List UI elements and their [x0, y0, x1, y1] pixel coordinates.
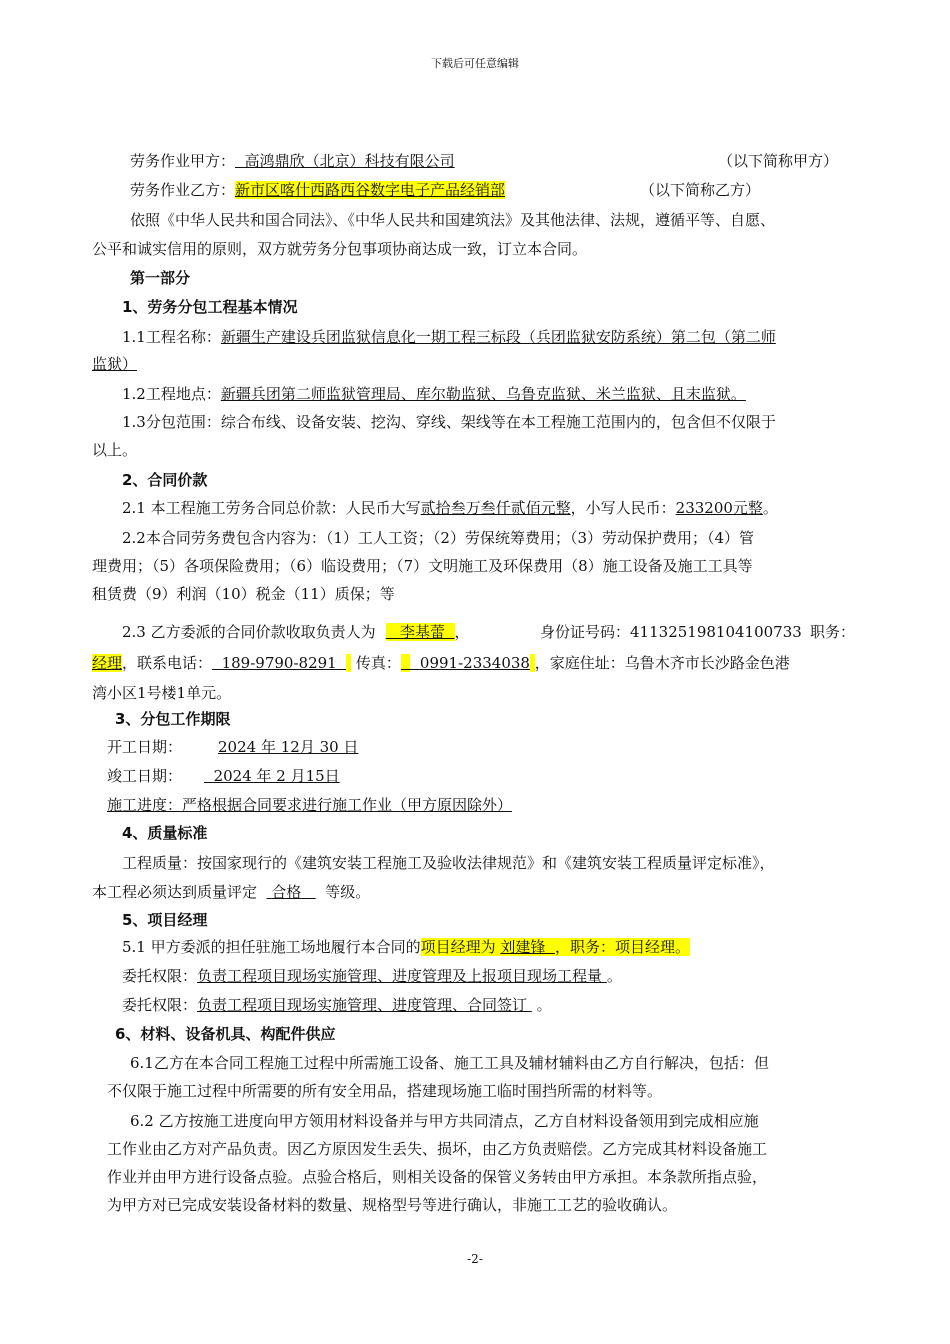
- start-date: 2024 年 12月 30 日: [218, 738, 359, 756]
- contact-line: 经理，联系电话： 189-9790-8291 传真： 0991-2334038 ，家庭住址：乌鲁木齐市长沙路金色港: [92, 654, 790, 672]
- section-3-title: 3、分包工作期限: [115, 710, 231, 728]
- page-header: 下载后可任意编辑: [431, 57, 519, 70]
- project-site: 新疆兵团第二师监狱管理局、库尔勒监狱、乌鲁克监狱、米兰监狱、且末监狱。: [220, 385, 746, 403]
- quality-line-1: 工程质量：按国家现行的《建筑安装工程施工及验收法律规范》和《建筑安装工程质量评定标准》，: [122, 854, 775, 872]
- party-b-line: [130, 180, 505, 200]
- authority-1-line: 委托权限：负责工程项目现场实施管理、进度管理及上报项目现场工程量 。: [122, 967, 622, 985]
- section-2-title: 2、合同价款: [122, 471, 208, 489]
- project-name: 新疆生产建设兵团监狱信息化一期工程三标段（兵团监狱安防系统）第二包（第二师: [220, 328, 776, 346]
- project-site-line: 1.2工程地点：新疆兵团第二师监狱管理局、库尔勒监狱、乌鲁克监狱、米兰监狱、且末监狱。: [122, 385, 746, 403]
- pm-name: 刘建锋: [500, 938, 546, 956]
- authority-2-line: 委托权限：负责工程项目现场实施管理、进度管理、合同签订 。: [122, 996, 552, 1014]
- scope-line-1: 1.3分包范围：综合布线、设备安装、挖沟、穿线、架线等在本工程施工范围内的，包含但不仅限于: [122, 413, 776, 431]
- id-number: 411325198104100733: [630, 623, 802, 641]
- intro-line-2: 公平和诚实信用的原则，双方就劳务分包事项协商达成一致，订立本合同。: [92, 240, 588, 258]
- supply-6-2-line-4: 为甲方对已完成安装设备材料的数量、规格型号等进行确认，非施工工艺的验收确认。: [107, 1196, 678, 1214]
- supply-6-2-line-1: 6.2 乙方按施工进度向甲方领用材料设备并与甲方共同清点，乙方自材料设备领用到完成相应施: [130, 1112, 759, 1130]
- total-amount: 233200元整: [675, 499, 763, 517]
- supply-6-2-line-2: 工作业由乙方对产品负责。因乙方原因发生丢失、损坏，由乙方负责赔偿。乙方完成其材料设备施工: [107, 1140, 768, 1158]
- rep-post: 经理: [92, 654, 123, 672]
- total-capital: 贰拾叁万叁仟贰佰元整: [420, 499, 571, 517]
- fee-include-2: 理费用；（5）各项保险费用；（6）临设费用；（7）文明施工及环保费用（8）施工设备及施工工具等: [92, 557, 753, 575]
- authority-2: 负责工程项目现场实施管理、进度管理、合同签订: [197, 996, 528, 1014]
- id-line: 身份证号码：411325198104100733: [540, 623, 802, 641]
- section-4-title: 4、质量标准: [122, 824, 208, 842]
- party-a-line: [130, 151, 583, 171]
- quality-line-2: 本工程必须达到质量评定 合格 等级。: [92, 883, 371, 901]
- part-heading: 第一部分: [130, 269, 191, 287]
- start-date-line: 开工日期： 2024 年 12月 30 日: [107, 738, 359, 756]
- intro-line-1: 依照《中华人民共和国合同法》、《中华人民共和国建筑法》及其他法律、法规，遵循平等、自愿、: [130, 211, 776, 229]
- pm-highlight: 项目经理为 刘建锋 ，职务：项目经理。: [420, 938, 690, 956]
- post-label: 职务：: [810, 623, 856, 641]
- end-date: 2024 年 2 月15日: [213, 767, 340, 785]
- rep-name: 李基蕾: [386, 623, 455, 641]
- supply-6-1-line-1: 6.1乙方在本合同工程施工过程中所需施工设备、施工工具及辅材辅料由乙方自行解决，包括：但: [130, 1054, 769, 1072]
- project-name-cont: 监狱）: [92, 355, 138, 373]
- rep-line: 2.3 乙方委派的合同价款收取负责人为 李基蕾 ，: [122, 623, 470, 641]
- supply-6-2-line-3: 作业并由甲方进行设备点验。点验合格后，则相关设备的保管义务转由甲方承担。本条款所指点验，: [107, 1168, 768, 1186]
- section-5-title: 5、项目经理: [122, 911, 208, 929]
- scope-line-2: 以上。: [92, 441, 138, 459]
- pm-line: 5.1 甲方委派的担任驻施工场地履行本合同的项目经理为 刘建锋 ，职务：项目经理。: [122, 938, 690, 956]
- quality-grade: 合格: [271, 883, 302, 901]
- party-b-label: 劳务作业乙方：: [130, 181, 236, 199]
- fee-include-1: 2.2本合同劳务费包含内容为：（1）工人工资；（2）劳保统筹费用；（3）劳动保护费用；（4）管: [122, 529, 755, 547]
- page-number: -2-: [467, 1252, 483, 1266]
- party-a-name: 高鸿鼎欣（北京）科技有限公司: [244, 152, 455, 170]
- phone-number: 189-9790-8291: [221, 654, 337, 672]
- authority-1: 负责工程项目现场实施管理、进度管理及上报项目现场工程量: [197, 967, 603, 985]
- end-date-line: 竣工日期： 2024 年 2 月15日: [107, 767, 340, 785]
- project-name-line: 1.1工程名称：新疆生产建设兵团监狱信息化一期工程三标段（兵团监狱安防系统）第二包（第二师: [122, 328, 776, 346]
- address-line-2: 湾小区1号楼1单元。: [92, 684, 232, 702]
- party-b-name: 新市区喀什西路西谷数字电子产品经销部: [235, 181, 506, 199]
- progress-line: 施工进度：严格根据合同要求进行施工作业（甲方原因除外）: [107, 796, 513, 814]
- party-a-label: 劳务作业甲方：: [130, 152, 236, 170]
- fax-number: 0991-2334038: [401, 654, 530, 672]
- party-a-note: （以下简称甲方）: [718, 152, 839, 170]
- section-6-title: 6、材料、设备机具、构配件供应: [115, 1025, 336, 1043]
- section-1-title: 1、劳务分包工程基本情况: [122, 298, 298, 316]
- party-b-note: （以下简称乙方）: [640, 181, 761, 199]
- fee-include-3: 租赁费（9）利润（10）税金（11）质保；等: [92, 585, 395, 603]
- contract-total-line: 2.1 本工程施工劳务合同总价款：人民币大写贰拾叁万叁仟贰佰元整，小写人民币：233200元整。: [122, 499, 778, 517]
- supply-6-1-line-2: 不仅限于施工过程中所需要的所有安全用品，搭建现场施工临时围挡所需的材料等。: [107, 1082, 663, 1100]
